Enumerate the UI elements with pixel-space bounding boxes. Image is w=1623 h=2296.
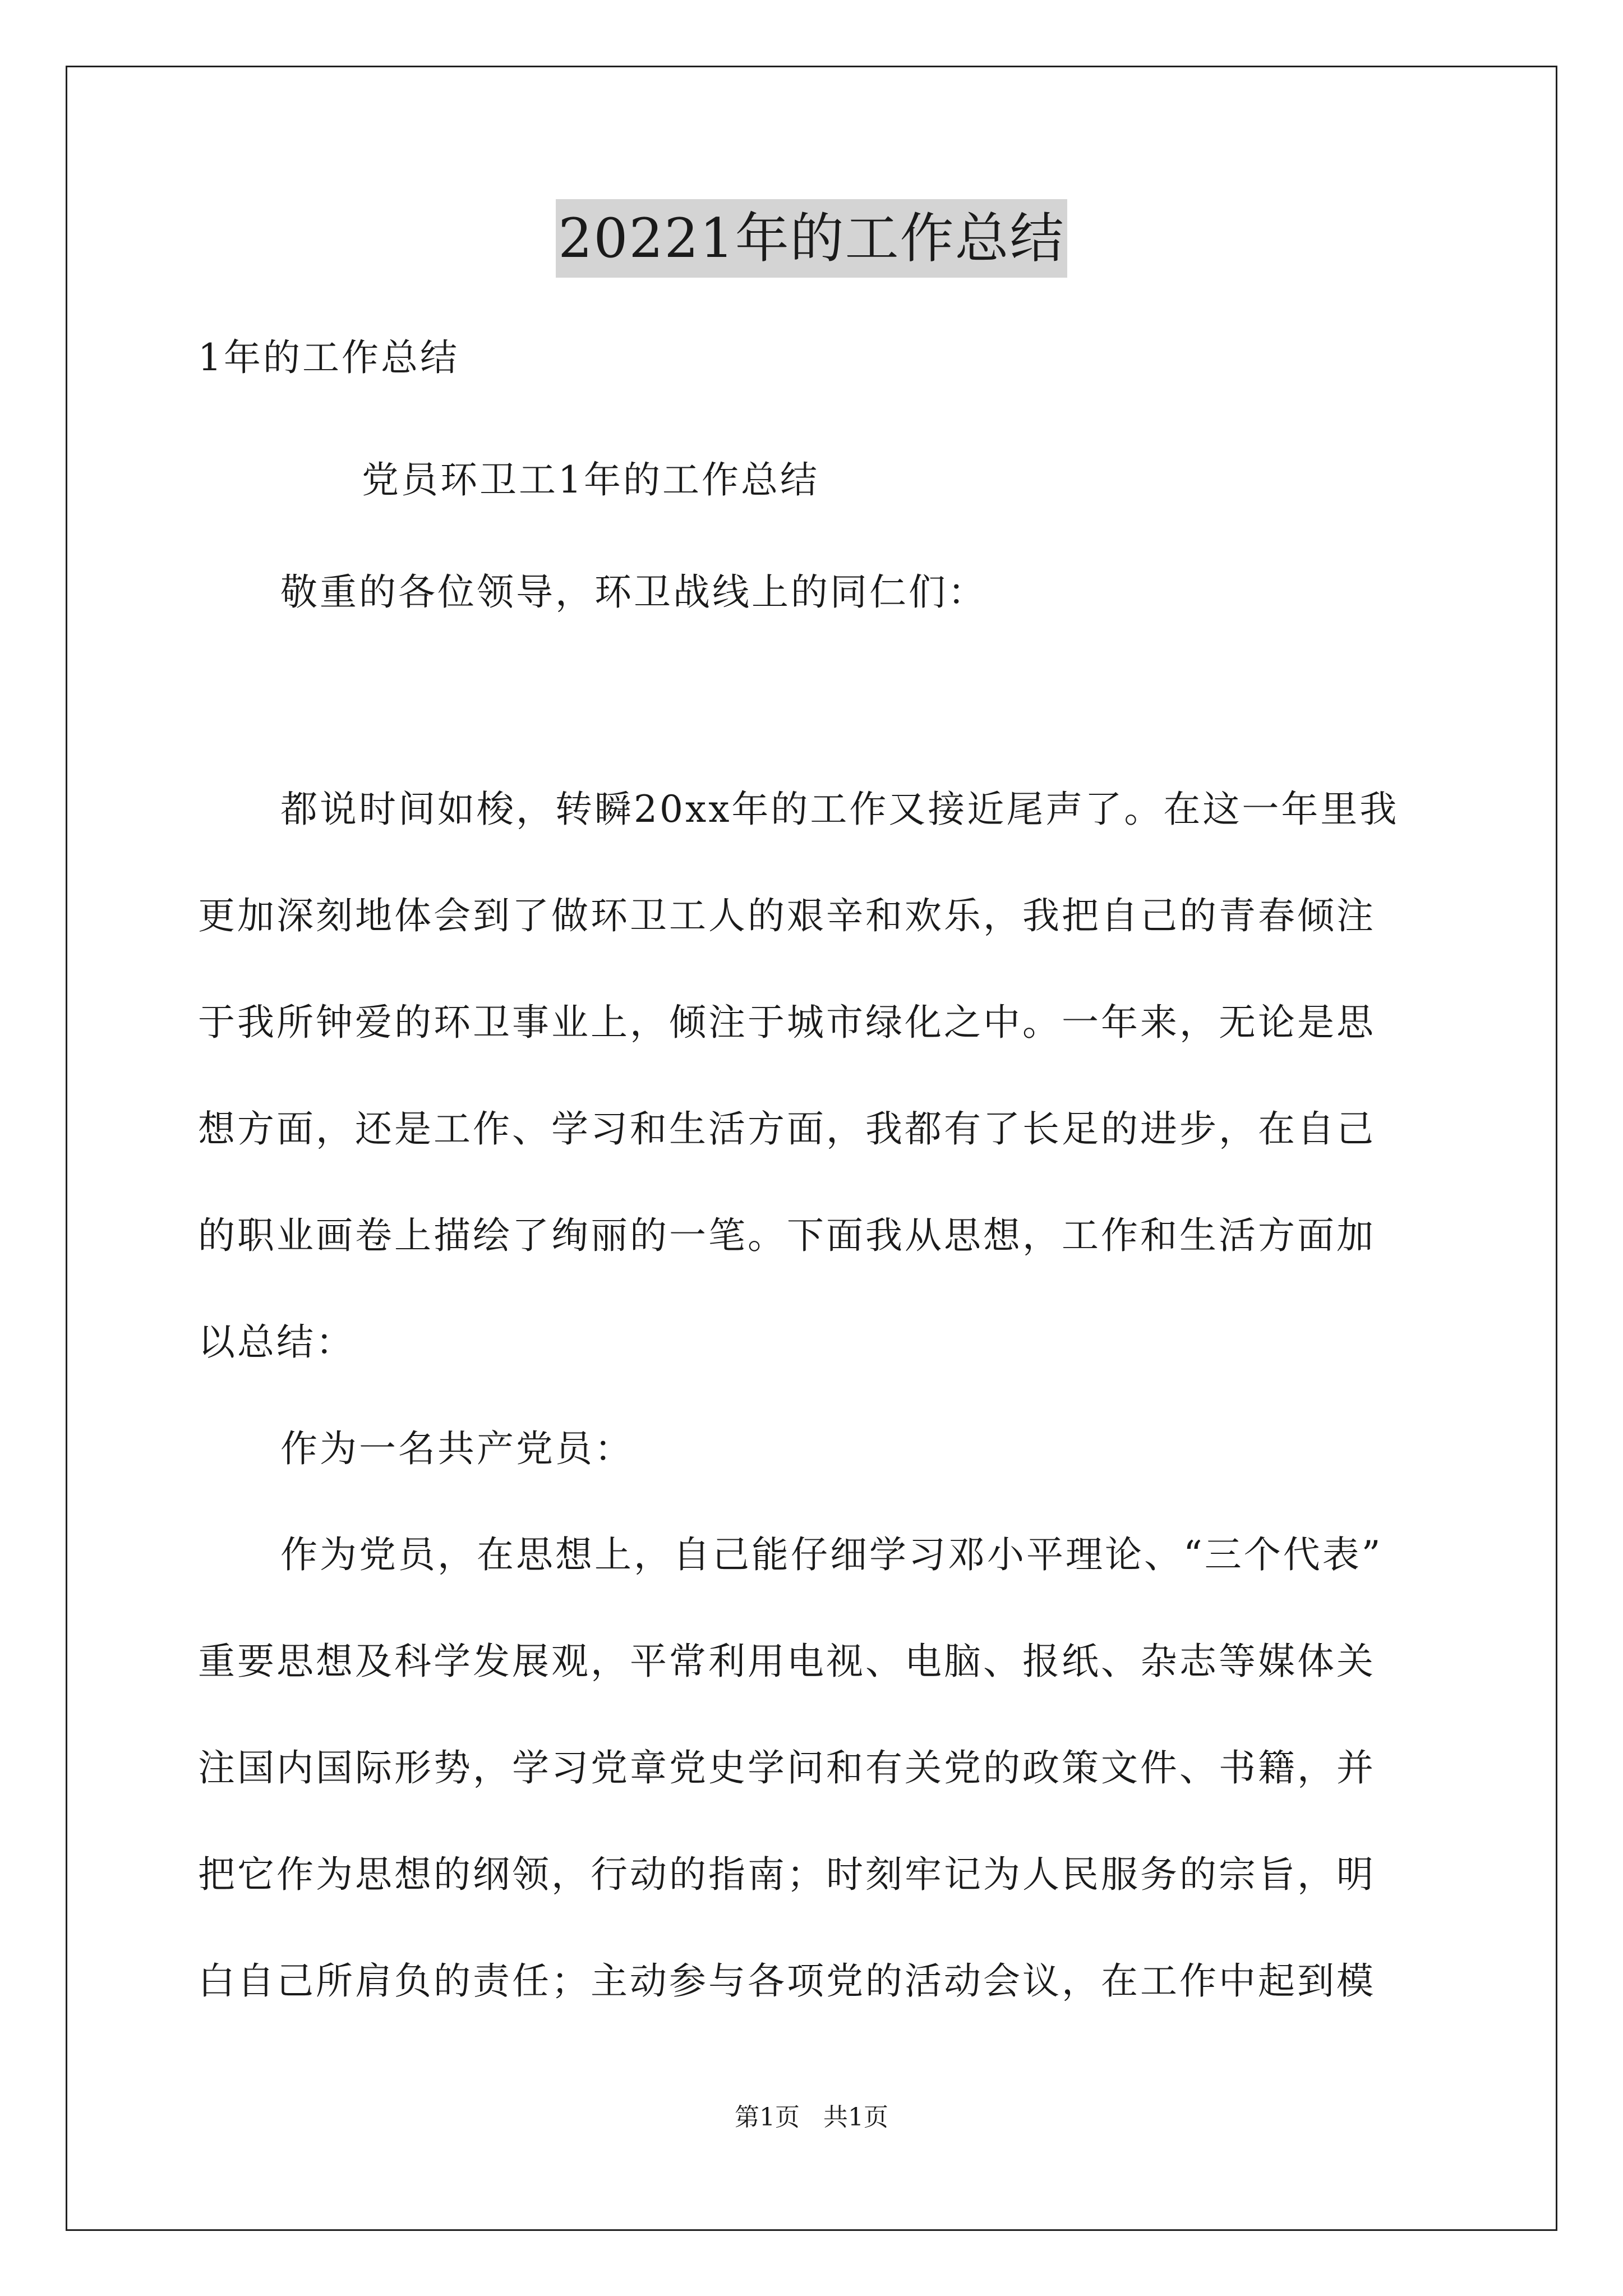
document-subtitle: 1年的工作总结 — [198, 336, 459, 379]
paragraph-line: 更加深刻地体会到了做环卫工人的艰辛和欢乐，我把自己的青春倾注 — [198, 894, 1376, 937]
paragraph-line: 作为党员，在思想上，自己能仔细学习邓小平理论、“三个代表” — [280, 1533, 1383, 1576]
paragraph-line: 以总结： — [198, 1320, 355, 1364]
paragraph-line: 重要思想及科学发展观，平常利用电视、电脑、报纸、杂志等媒体关 — [198, 1640, 1376, 1683]
paragraph-line: 都说时间如梭，转瞬20xx年的工作又接近尾声了。在这一年里我 — [280, 788, 1399, 831]
subsection-heading: 作为一名共产党员： — [280, 1427, 634, 1470]
page-current: 第1页 — [735, 2103, 800, 2132]
paragraph-line: 把它作为思想的纲领，行动的指南；时刻牢记为人民服务的宗旨，明 — [198, 1853, 1376, 1896]
document-title: 20221年的工作总结 — [556, 199, 1067, 278]
page-total: 共1页 — [823, 2103, 888, 2132]
title-container — [0, 199, 1623, 278]
greeting: 敬重的各位领导，环卫战线上的同仁们： — [280, 570, 987, 614]
paragraph-line: 白自己所肩负的责任；主动参与各项党的活动会议，在工作中起到模 — [198, 1959, 1376, 2003]
paragraph-line: 于我所钟爱的环卫事业上，倾注于城市绿化之中。一年来，无论是思 — [198, 1001, 1376, 1044]
paragraph-line: 想方面，还是工作、学习和生活方面，我都有了长足的进步，在自己 — [198, 1107, 1376, 1151]
page-footer — [0, 2101, 1623, 2134]
paragraph-line: 注国内国际形势，学习党章党史学问和有关党的政策文件、书籍，并 — [198, 1746, 1376, 1789]
section-heading: 党员环卫工1年的工作总结 — [362, 458, 819, 501]
paragraph-line: 的职业画卷上描绘了绚丽的一笔。下面我从思想，工作和生活方面加 — [198, 1214, 1376, 1257]
